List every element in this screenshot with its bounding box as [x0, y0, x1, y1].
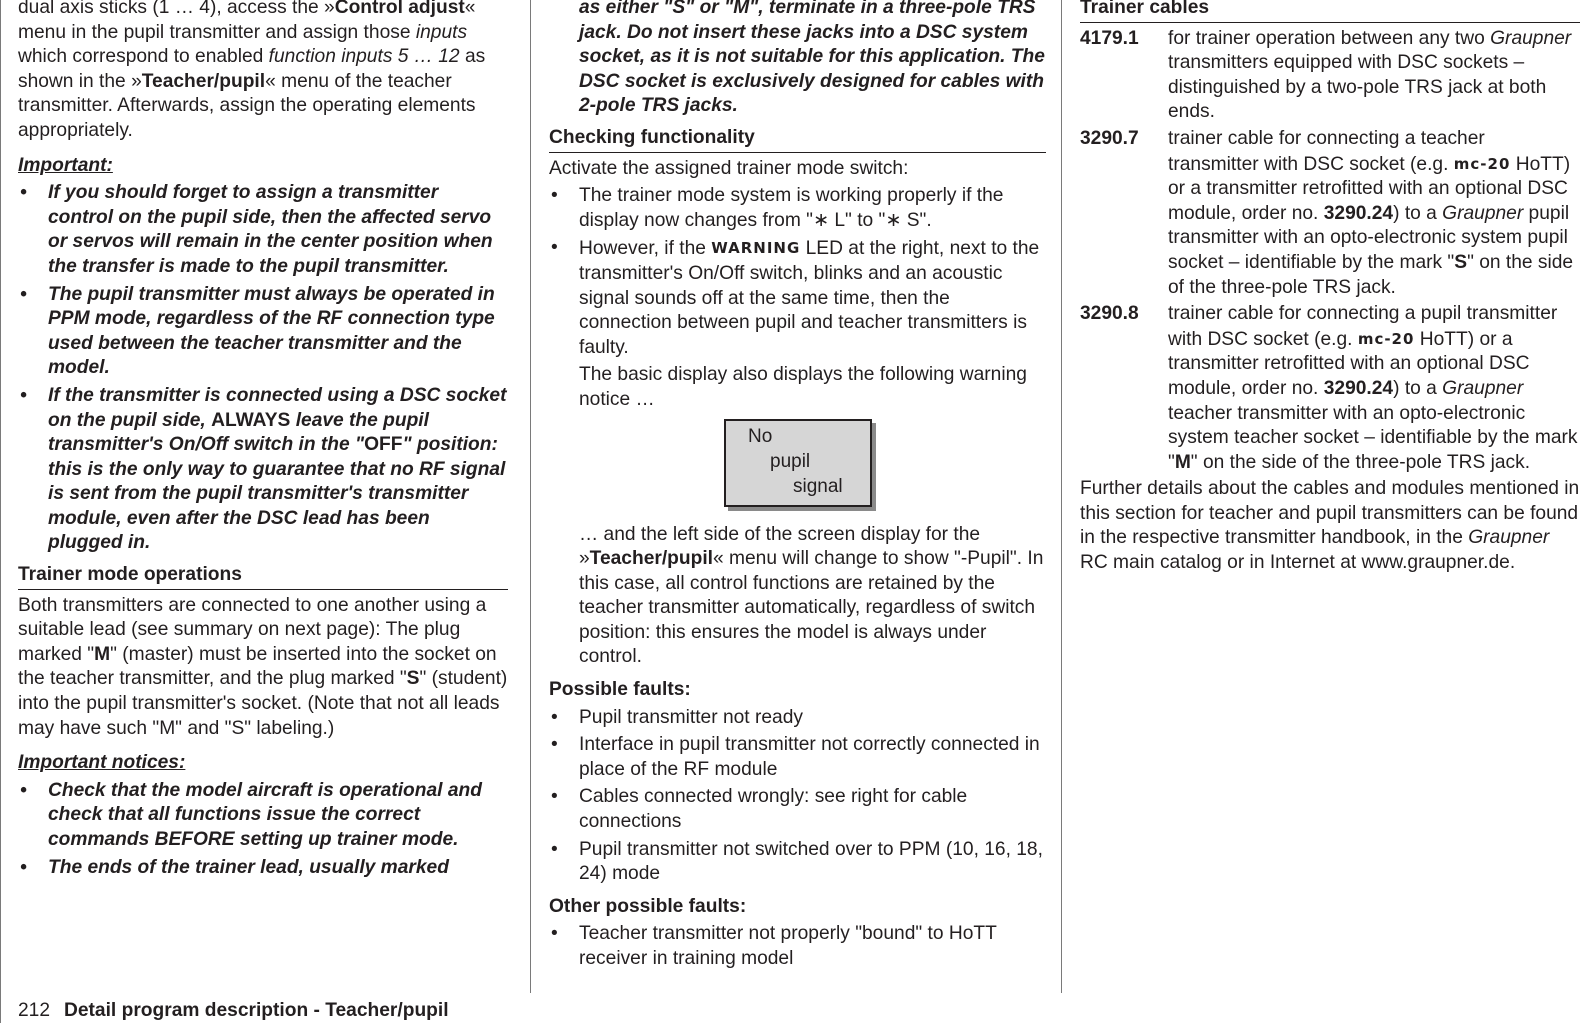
faults-list — [549, 706, 1046, 887]
cable-description: for trainer operation between any two Graupner transmitters equipped with DSC sockets – distinguished by a two-pole TRS jack at both ends. — [1168, 27, 1572, 123]
list-item: • Cables connected wrongly: see right for cable connections — [551, 786, 968, 833]
after-screen-text: … and the left side of the screen display for the »Teacher/pupil« menu will change to show "-Pupil". In this case, all control functions are retained by the teacher transmitter automatically, regardless of switch position: this ensures the model is always under control. — [579, 523, 1044, 668]
cable-entry-3290-7 — [1080, 127, 1580, 300]
cable-description: trainer cable for connecting a pupil transmitter with DSC socket (e.g. mc-20 HoTT) or a transmitter retrofitted with an optional DSC module, order no. 3290.24) to a Graupner teacher transmitter with an opto-electronic system teacher socket – identifiable by the mark "M" on the side of the three-pole TRS jack. — [1168, 303, 1578, 473]
important-list — [18, 181, 508, 556]
notices-heading: Important notices: — [18, 752, 186, 774]
other-faults-heading: Other possible faults: — [549, 895, 747, 917]
column-divider-2 — [1061, 0, 1062, 993]
column-divider-1 — [530, 0, 531, 993]
page-footer — [18, 1000, 449, 1022]
display-screen-figure — [549, 417, 1046, 517]
list-item: • Interface in pupil transmitter not correctly connected in place of the RF module — [551, 734, 1040, 780]
trainer-ops-heading: Trainer mode operations — [18, 563, 508, 590]
cable-order-number: 3290.8 — [1080, 303, 1139, 325]
column-left — [18, 0, 508, 883]
cable-order-number: 3290.7 — [1080, 127, 1139, 149]
checking-intro: Activate the assigned trainer mode switch: — [549, 157, 909, 179]
cable-entry-4179-1 — [1080, 27, 1580, 125]
footer-title: Detail program description - Teacher/pupil — [64, 1000, 449, 1021]
no-pupil-signal-screen — [724, 419, 872, 507]
list-item: • If the transmitter is connected using a DSC socket on the pupil side, ALWAYS leave the pupil transmitter's On/Off switch in the "OFF" position: this is the only way to guarantee that no RF signal is sent from the pupil transmitter's transmitter module, even after the DSC lead has been plugged in. — [20, 384, 507, 554]
checking-list — [549, 184, 1046, 360]
page-edge-line — [0, 0, 1, 1023]
list-item: • The pupil transmitter must always be operated in PPM mode, regardless of the RF connection type used between the teacher transmitter and the model. — [20, 283, 495, 379]
faults-heading: Possible faults: — [549, 679, 691, 701]
further-details-paragraph: Further details about the cables and modules mentioned in this section for teacher and pupil transmitters can be found in the respective transmitter handbook, in the Graupner RC main catalog or in Internet at www.graupner.de. — [1080, 478, 1580, 574]
list-item: • Pupil transmitter not ready — [551, 706, 803, 728]
screen-line-3: signal — [793, 475, 843, 497]
cable-entry-3290-8 — [1080, 302, 1580, 475]
cable-description: trainer cable for connecting a teacher transmitter with DSC socket (e.g. mc-20 HoTT) or a transmitter retrofitted with an optional DSC module, order no. 3290.24) to a Graupner pupil transmitter with an opto-electronic system pupil socket – identifiable by the mark "S" on the side of the three-pole TRS jack. — [1168, 127, 1574, 298]
mc20-logo: mc-20 — [1357, 329, 1415, 348]
cable-order-number: 4179.1 — [1080, 27, 1139, 49]
list-item: • The trainer mode system is working properly if the display now changes from "∗ L" to "∗ S". — [551, 185, 1004, 231]
checking-heading: Checking functionality — [549, 126, 1046, 153]
trainer-cables-heading: Trainer cables — [1080, 0, 1580, 23]
list-item: • Check that the model aircraft is operational and check that all functions issue the correct commands BEFORE setting up trainer mode. — [20, 779, 482, 850]
continued-notice: as either "S" or "M", terminate in a three-pole TRS jack. Do not insert these jacks into a DSC system socket, as it is not suitable for this application. The DSC socket is exclusively designed for cables with 2-pole TRS jacks. — [579, 0, 1045, 117]
page-number: 212 — [18, 1000, 51, 1021]
mc20-logo: mc-20 — [1453, 154, 1511, 173]
list-item: • The ends of the trainer lead, usually marked — [20, 856, 449, 878]
screen-line-2: pupil — [770, 450, 811, 472]
other-faults-list — [549, 922, 1046, 971]
intro-paragraph: dual axis sticks (1 … 4), access the »Control adjust« menu in the pupil transmitter and assign those inputs which correspond to enabled function inputs 5 … 12 as shown in the »Teacher/pupil« menu of the teacher transmitter. Afterwards, assign the operating elements appropriately. — [18, 0, 486, 141]
screen-line-1: No — [748, 425, 773, 447]
warning-logo: WARNING — [711, 239, 801, 258]
notices-list — [18, 779, 508, 880]
column-right — [1080, 0, 1580, 579]
list-item: • If you should forget to assign a transmitter control on the pupil side, then the affected servo or servos will remain in the center position when the transfer is made to the pupil transmitter. — [20, 182, 493, 277]
trainer-ops-paragraph: Both transmitters are connected to one another using a suitable lead (see summary on next page): The plug marked "M" (master) must be inserted into the socket on the teacher transmitter, and the plug marked "S" (student) into the pupil transmitter's socket. (Note that not all leads may have such "M" and "S" labeling.) — [18, 594, 508, 739]
list-item: • Pupil transmitter not switched over to PPM (10, 16, 18, 24) mode — [551, 838, 1043, 885]
basic-display-text: The basic display also displays the following warning notice … — [579, 364, 1027, 410]
important-heading: Important: — [18, 154, 113, 176]
list-item: • Teacher transmitter not properly "bound" to HoTT receiver in training model — [551, 923, 997, 969]
list-item: • However, if the WARNING LED at the right, next to the transmitter's On/Off switch, blinks and an acoustic signal sounds off at the same time, then the connection between pupil and teacher transmitters is faulty. — [551, 237, 1040, 358]
column-middle — [549, 0, 1046, 975]
